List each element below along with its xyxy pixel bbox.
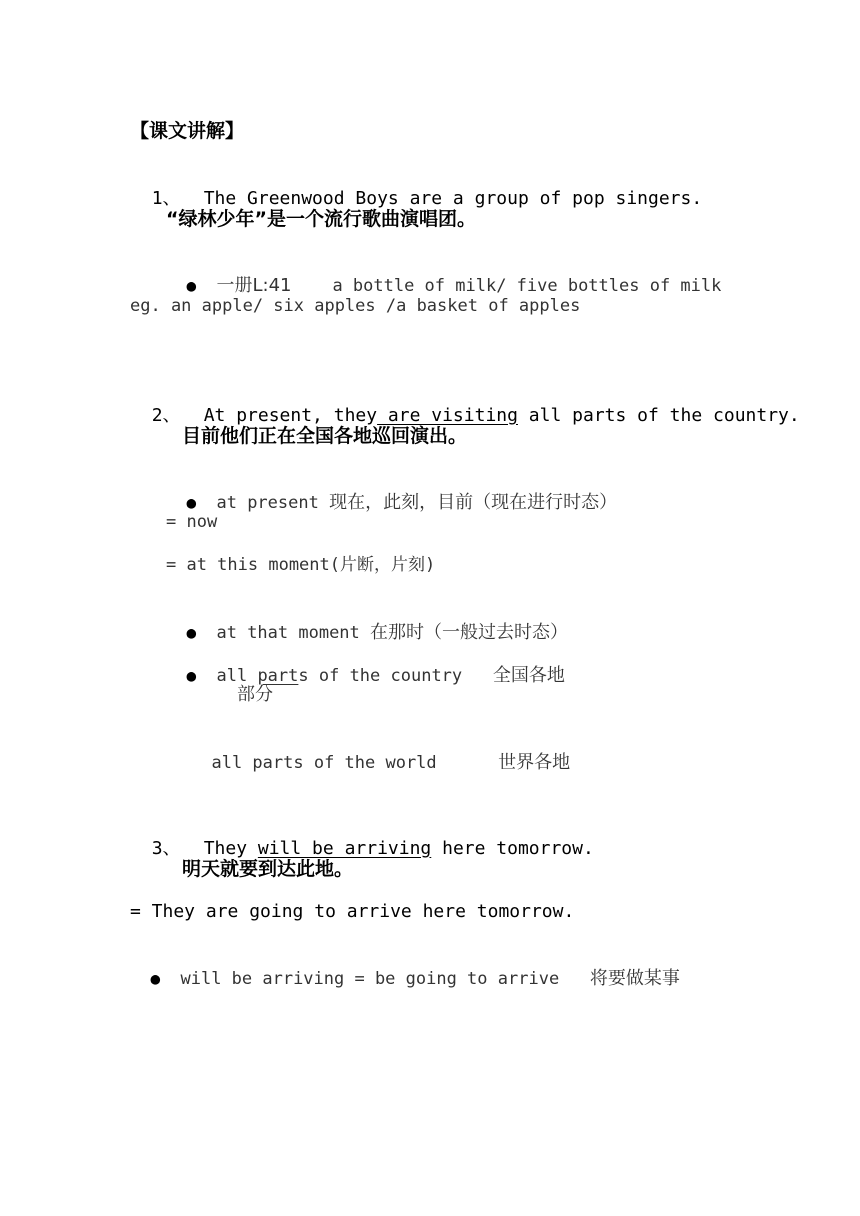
bullet-at-present [166, 467, 617, 515]
sentence-1-translation: “绿林少年”是一个流行歌曲演唱团。 [166, 208, 476, 230]
sentence-2-underlined: are visiting [377, 405, 518, 426]
sentence-3-equivalent: = They are going to arrive here tomorrow. [130, 901, 575, 922]
term-b: s of the country [298, 666, 463, 686]
sentence-2-text-b: all parts of the country. [517, 405, 800, 426]
sentence-3-translation: 明天就要到达此地。 [182, 858, 354, 880]
part-gloss: 部分 [237, 684, 273, 705]
bullet-icon: ● [186, 276, 197, 295]
sentence-1-number: 1、 [151, 188, 181, 209]
note-text: a bottle of milk/ five bottles of milk [332, 276, 722, 296]
sentence-3-underlined: will be arriving [257, 838, 432, 859]
sentence-1 [130, 163, 702, 211]
term-underlined: part [257, 666, 299, 686]
sentence-3 [130, 813, 594, 861]
bullet-icon: ● [186, 666, 197, 685]
section-heading: 【课文讲解】 [130, 120, 245, 142]
all-parts-of-world [191, 727, 570, 775]
sentence-2-text-a: At present, they [203, 405, 378, 426]
term: all parts of the world [211, 753, 437, 773]
term-meaning: 将要做某事 [589, 968, 680, 989]
sentence-1-example: eg. an apple/ six apples /a basket of apples [130, 296, 581, 316]
bullet-icon: ● [150, 969, 161, 988]
bullet-all-parts [166, 640, 565, 688]
bullet-at-that-moment [166, 597, 568, 645]
bullet-will-be-arriving [130, 943, 680, 991]
term-meaning: 世界各地 [498, 752, 571, 773]
sentence-3-text-a: They [203, 838, 258, 859]
sentence-2 [130, 380, 800, 428]
term-a: all [216, 666, 258, 686]
bullet-icon: ● [186, 493, 197, 512]
term: will be arriving = be going to arrive [180, 969, 560, 989]
term: at that moment [216, 623, 360, 643]
term-meaning: 全国各地 [492, 665, 565, 686]
equals-at-this-moment: = at this moment(片断，片刻) [166, 555, 436, 575]
sentence-1-text: The Greenwood Boys are a group of pop singers. [203, 188, 703, 209]
term-meaning: 现在，此刻，目前（现在进行时态） [329, 492, 618, 513]
equals-now: = now [166, 512, 218, 532]
sentence-3-text-b: here tomorrow. [431, 838, 594, 859]
sentence-1-note [166, 250, 721, 298]
sentence-2-translation: 目前他们正在全国各地巡回演出。 [182, 425, 468, 447]
bullet-icon: ● [186, 623, 197, 642]
sentence-3-number: 3、 [151, 838, 181, 859]
note-label: 一册L:41 [216, 275, 292, 296]
term: at present [216, 493, 319, 513]
sentence-2-number: 2、 [151, 405, 181, 426]
term-meaning: 在那时（一般过去时态） [370, 622, 569, 643]
